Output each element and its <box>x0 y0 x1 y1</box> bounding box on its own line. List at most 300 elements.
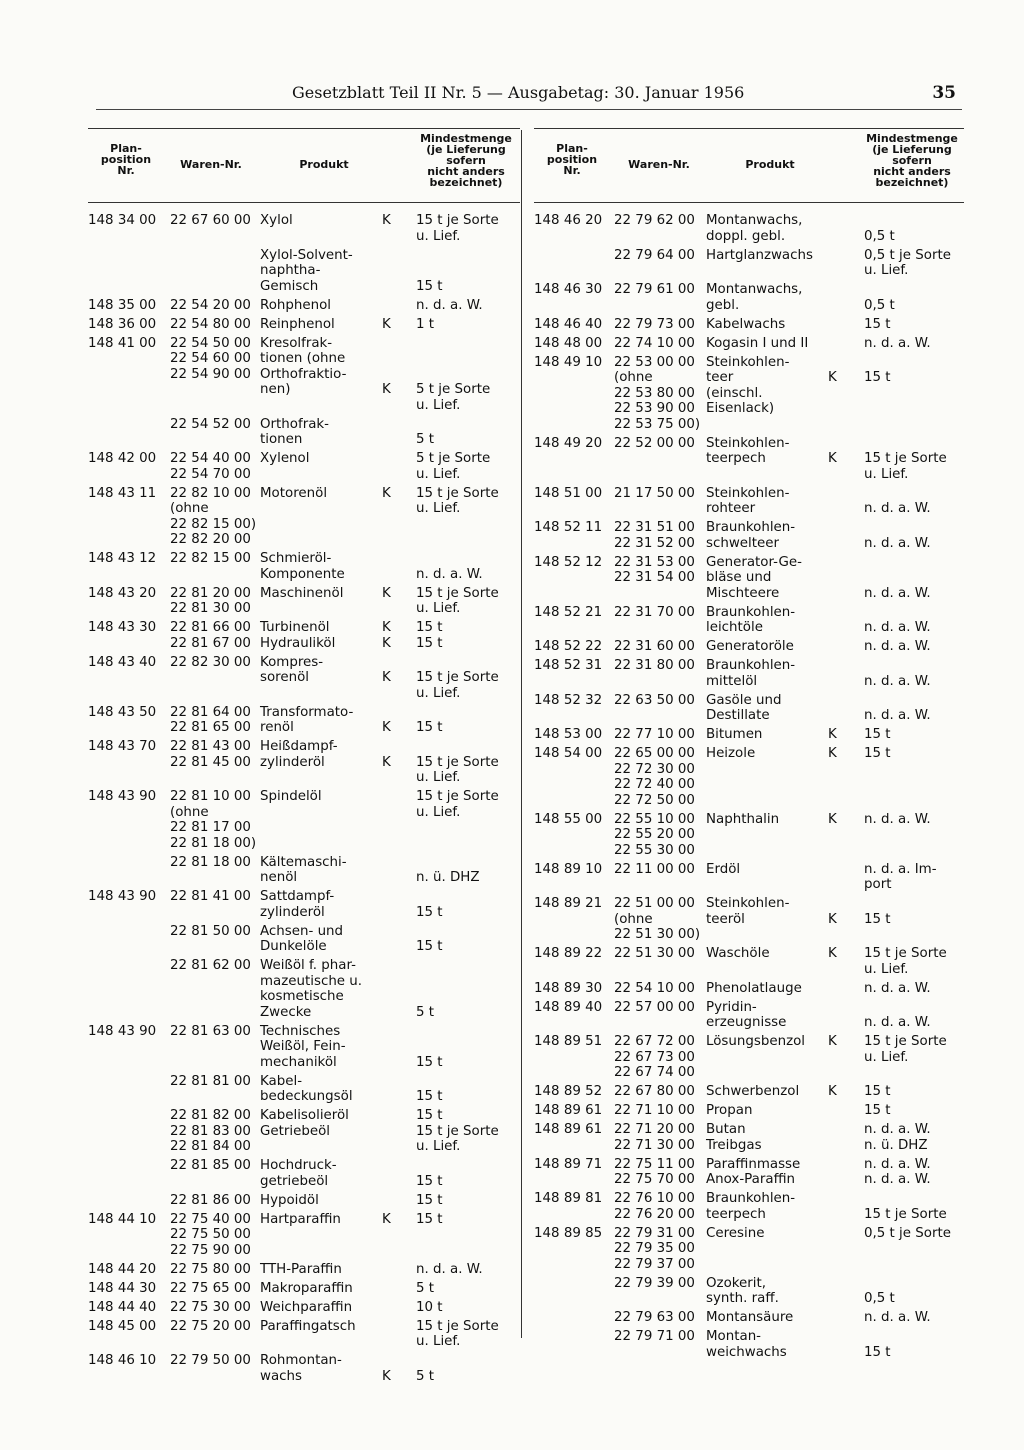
kontingent-mark-cell <box>382 855 416 886</box>
table-row <box>534 520 964 551</box>
mindestmenge-cell: 15 t <box>416 939 443 954</box>
mindestmenge-cell: 15 t je Sorte u. Lief. <box>864 451 947 482</box>
mindestmenge-cell: n. d. a. W. <box>864 335 931 351</box>
plan-position-cell: 148 89 71 <box>534 1156 603 1172</box>
table-row <box>534 693 964 724</box>
waren-nr-cell: 22 82 30 00 <box>170 654 251 670</box>
plan-position-cell: 148 54 00 <box>534 746 603 761</box>
plan-position-cell: 148 52 22 <box>534 639 603 654</box>
produkt-cell: Generator-Ge- bläse und Mischteere <box>706 554 802 601</box>
kontingent-mark-cell <box>828 1122 864 1153</box>
table-row <box>88 620 520 651</box>
kontingent-mark-cell: K <box>382 754 391 770</box>
produkt-cell: Weichparaffin <box>260 1299 353 1315</box>
kontingent-mark-cell <box>828 1157 864 1188</box>
kontingent-mark-cell <box>382 1108 416 1155</box>
produkt-cell: Achsen- und Dunkelöle <box>260 923 344 954</box>
produkt-cell: Naphthalin <box>706 811 780 827</box>
plan-position-cell: 148 46 20 <box>534 213 603 228</box>
waren-nr-cell: 22 53 00 00 (ohne 22 53 80 00 22 53 90 00 22 53 75 00) <box>614 354 701 432</box>
plan-position-cell <box>88 958 170 1020</box>
plan-position-cell <box>88 1074 170 1105</box>
kontingent-mark-cell <box>828 658 864 689</box>
mindestmenge-cell: n. ü. DHZ <box>416 870 480 885</box>
header-waren-nr: Waren-Nr. <box>628 158 690 171</box>
table-row <box>534 896 964 943</box>
mindestmenge-cell: 0,5 t <box>864 228 895 244</box>
table-row <box>88 1300 520 1316</box>
produkt-cell: Rohphenol <box>260 297 332 313</box>
kontingent-mark-cell: K <box>828 746 837 761</box>
waren-nr-cell: 22 81 20 00 22 81 30 00 <box>170 585 251 616</box>
produkt-cell: Montanwachs, doppl. gebl. <box>706 213 803 244</box>
mindestmenge-cell: n. d. a. W. <box>416 1261 483 1277</box>
kontingent-mark-cell <box>382 1193 416 1209</box>
plan-position-cell: 148 89 22 <box>534 946 603 961</box>
table-row <box>534 946 964 977</box>
waren-nr-cell: 22 81 50 00 <box>170 923 251 939</box>
waren-nr-cell: 22 31 70 00 <box>614 604 695 620</box>
produkt-cell: Spindelöl <box>260 789 322 804</box>
waren-nr-cell: 22 67 80 00 <box>614 1084 695 1099</box>
mindestmenge-cell: 0,5 t je Sorte u. Lief. <box>864 247 951 278</box>
table-row <box>88 1212 520 1259</box>
waren-nr-cell: 22 79 39 00 <box>614 1275 695 1291</box>
mindestmenge-cell: n. d. a. W. <box>416 566 483 582</box>
mindestmenge-cell: 5 t <box>416 1280 435 1296</box>
waren-nr-cell: 22 54 40 00 22 54 70 00 <box>170 451 251 482</box>
header-mindestmenge: Mindestmenge (je Lieferung sofern nicht anders bezeichnet) <box>420 132 512 189</box>
waren-nr-cell: 22 82 15 00 <box>170 551 251 566</box>
plan-position-cell: 148 52 21 <box>534 604 603 620</box>
produkt-cell: Montansäure <box>706 1310 794 1325</box>
mindestmenge-cell: n. d. a. Im- port <box>864 861 937 892</box>
plan-position-cell: 148 89 40 <box>534 999 603 1015</box>
table-row <box>88 789 520 851</box>
mindestmenge-cell: 5 t <box>416 1004 435 1020</box>
waren-nr-cell: 22 11 00 00 <box>614 861 695 877</box>
plan-position-cell: 148 44 20 <box>88 1261 157 1277</box>
table-row <box>88 551 520 582</box>
mindestmenge-cell: n. d. a. W. <box>864 673 931 689</box>
kontingent-mark-cell <box>382 958 416 1020</box>
waren-nr-cell: 22 51 30 00 <box>614 946 695 961</box>
waren-nr-cell: 22 81 82 00 22 81 83 00 22 81 84 00 <box>170 1108 251 1154</box>
produkt-cell: Steinkohlen- teerpech <box>706 435 790 466</box>
kontingent-mark-cell: K <box>828 451 837 466</box>
mindestmenge-cell: n. d. a. W. <box>864 1310 931 1325</box>
waren-nr-cell: 22 54 80 00 <box>170 316 251 332</box>
kontingent-mark-cell <box>828 1103 864 1119</box>
plan-position-cell: 148 51 00 <box>534 485 603 501</box>
waren-nr-cell: 22 31 51 00 22 31 52 00 <box>614 520 695 551</box>
produkt-cell: Motorenöl <box>260 485 328 501</box>
waren-nr-cell: 22 67 60 00 <box>170 213 251 228</box>
table-row <box>88 1074 520 1105</box>
mindestmenge-cell: 15 t <box>864 1344 891 1360</box>
produkt-cell: TTH-Paraffin <box>260 1261 342 1277</box>
plan-position-cell: 148 48 00 <box>534 335 603 351</box>
table-row <box>88 486 520 548</box>
produkt-cell: Phenolatlauge <box>706 980 802 996</box>
plan-position-cell: 148 41 00 <box>88 335 157 351</box>
mindestmenge-cell: 15 t <box>864 727 891 742</box>
kontingent-mark-cell <box>382 1319 416 1350</box>
produkt-cell: Lösungsbenzol <box>706 1034 806 1049</box>
mindestmenge-cell: 15 t <box>864 370 891 385</box>
table-row <box>534 1310 964 1326</box>
waren-nr-cell: 22 79 73 00 <box>614 316 695 332</box>
mindestmenge-cell: 5 t <box>416 432 435 447</box>
table-row <box>88 298 520 314</box>
table-row <box>534 1157 964 1188</box>
plan-position-cell: 148 34 00 <box>88 213 157 228</box>
produkt-cell: Kresolfrak- tionen (ohne Orthofraktio- nen) <box>260 335 347 397</box>
mindestmenge-cell: 15 t je Sorte u. Lief. <box>416 213 499 244</box>
produkt-cell: Montan- weichwachs <box>706 1329 787 1360</box>
kontingent-mark-cell <box>382 924 416 955</box>
waren-nr-cell: 22 75 11 00 22 75 70 00 <box>614 1156 695 1187</box>
waren-nr-cell: 22 65 00 00 22 72 30 00 22 72 40 00 22 72 50 00 <box>614 746 695 808</box>
waren-nr-cell: 22 76 10 00 22 76 20 00 <box>614 1191 695 1222</box>
kontingent-mark-cell <box>382 417 416 448</box>
waren-nr-cell: 22 51 00 00 (ohne 22 51 30 00) <box>614 896 701 942</box>
mindestmenge-cell: n. d. a. W. n. ü. DHZ <box>864 1122 931 1153</box>
kontingent-mark-cell: K <box>828 370 837 385</box>
right-column <box>534 128 964 1364</box>
plan-position-cell: 148 36 00 <box>88 316 157 332</box>
waren-nr-cell: 22 63 50 00 <box>614 692 695 708</box>
produkt-cell: Erdöl <box>706 861 741 877</box>
table-row <box>88 1024 520 1071</box>
waren-nr-cell: 22 31 60 00 <box>614 639 695 654</box>
produkt-cell: Reinphenol <box>260 316 335 332</box>
kontingent-mark-cell <box>382 889 416 920</box>
mindestmenge-cell: 5 t je Sorte u. Lief. <box>416 382 491 413</box>
kontingent-mark-cell: K <box>382 1211 391 1227</box>
produkt-cell: Xylol <box>260 213 293 228</box>
waren-nr-cell: 22 81 10 00 (ohne 22 81 17 00 22 81 18 00) <box>170 789 257 851</box>
table-header <box>534 128 964 203</box>
waren-nr-cell: 22 81 62 00 <box>170 958 251 973</box>
plan-position-cell: 148 89 81 <box>534 1191 603 1206</box>
plan-position-cell: 148 89 21 <box>534 896 603 911</box>
plan-position-cell: 148 89 30 <box>534 980 603 996</box>
produkt-cell: Schmieröl- Komponente <box>260 551 345 582</box>
mindestmenge-cell: 0,5 t <box>864 1291 895 1306</box>
plan-position-cell: 148 43 90 <box>88 889 157 904</box>
table-row <box>534 1276 964 1307</box>
kontingent-mark-cell <box>382 1024 416 1071</box>
produkt-cell: Rohmontan- wachs <box>260 1353 342 1384</box>
waren-nr-cell: 22 79 31 00 22 79 35 00 22 79 37 00 <box>614 1225 695 1272</box>
waren-nr-cell: 22 81 85 00 <box>170 1158 251 1173</box>
produkt-cell: Gasöle und Destillate <box>706 692 782 723</box>
table-row <box>88 248 520 295</box>
waren-nr-cell: 22 71 10 00 <box>614 1103 695 1118</box>
kontingent-mark-cell <box>828 213 864 244</box>
table-row <box>534 355 964 433</box>
mindestmenge-cell: n. d. a. W. <box>864 980 931 996</box>
table-row <box>534 1329 964 1360</box>
plan-position-cell: 148 43 20 <box>88 585 157 601</box>
produkt-cell: Makroparaffin <box>260 1280 353 1296</box>
header-waren-nr: Waren-Nr. <box>180 158 242 171</box>
right-table-body <box>534 213 964 1360</box>
plan-position-cell: 148 46 10 <box>88 1353 157 1368</box>
table-row <box>534 1191 964 1222</box>
kontingent-mark-cell <box>828 336 864 352</box>
plan-position-cell: 148 89 51 <box>534 1034 603 1049</box>
left-table-body <box>88 213 520 1384</box>
produkt-cell: Kabelwachs <box>706 316 786 332</box>
produkt-cell: Schwerbenzol <box>706 1084 800 1099</box>
waren-nr-cell: 22 67 72 00 22 67 73 00 22 67 74 00 <box>614 1034 695 1080</box>
table-row <box>534 1000 964 1031</box>
kontingent-mark-cell <box>382 789 416 851</box>
plan-position-cell <box>534 248 614 279</box>
mindestmenge-cell: n. d. a. W. <box>864 585 931 601</box>
kontingent-mark-cell: K <box>382 316 391 332</box>
table-row <box>534 1084 964 1100</box>
table-row <box>88 655 520 702</box>
kontingent-mark-cell <box>382 1158 416 1189</box>
plan-position-cell: 148 89 61 <box>534 1122 603 1137</box>
kontingent-mark-cell <box>828 693 864 724</box>
kontingent-mark-cell <box>828 1276 864 1307</box>
waren-nr-cell: 22 75 40 00 22 75 50 00 22 75 90 00 <box>170 1211 251 1258</box>
mindestmenge-cell: 0,5 t je Sorte <box>864 1225 951 1241</box>
mindestmenge-cell: 15 t je Sorte u. Lief. <box>416 670 499 701</box>
mindestmenge-cell: 15 t je Sorte u. Lief. <box>864 1034 947 1065</box>
plan-position-cell: 148 35 00 <box>88 297 157 313</box>
kontingent-mark-cell <box>828 605 864 636</box>
kontingent-mark-cell <box>382 551 416 582</box>
mindestmenge-cell: 5 t je Sorte u. Lief. <box>416 451 491 482</box>
waren-nr-cell: 22 31 80 00 <box>614 658 695 673</box>
plan-position-cell: 148 89 61 <box>534 1103 603 1118</box>
plan-position-cell: 148 43 90 <box>88 1023 157 1039</box>
table-row <box>88 317 520 333</box>
table-row <box>534 248 964 279</box>
mindestmenge-cell: 15 t <box>864 746 891 761</box>
produkt-cell: Orthofrak- tionen <box>260 416 329 447</box>
produkt-cell: Steinkohlen- teeröl <box>706 896 790 927</box>
plan-position-cell <box>88 248 170 295</box>
table-row <box>534 555 964 602</box>
produkt-cell: Braunkohlen- mittelöl <box>706 658 796 689</box>
table-row <box>534 282 964 313</box>
waren-nr-cell: 22 75 30 00 <box>170 1299 251 1315</box>
table-row <box>88 958 520 1020</box>
kontingent-mark-cell: K <box>382 213 391 228</box>
kontingent-mark-cell <box>382 1074 416 1105</box>
waren-nr-cell: 22 52 00 00 <box>614 435 695 451</box>
table-row <box>534 605 964 636</box>
plan-position-cell <box>88 924 170 955</box>
produkt-cell: Sattdampf- zylinderöl <box>260 889 335 920</box>
waren-nr-cell: 22 79 64 00 <box>614 247 695 263</box>
table-row <box>88 417 520 448</box>
kontingent-mark-cell: K <box>382 1368 391 1384</box>
mindestmenge-cell: n. d. a. W. <box>864 811 931 827</box>
table-row <box>88 889 520 920</box>
table-row <box>88 739 520 786</box>
waren-nr-cell: 22 81 43 00 22 81 45 00 <box>170 739 251 770</box>
mindestmenge-cell: 15 t <box>416 1211 443 1227</box>
produkt-cell: Braunkohlen- schwelteer <box>706 520 796 551</box>
mindestmenge-cell: 5 t <box>416 1368 435 1384</box>
plan-position-cell: 148 52 12 <box>534 554 603 570</box>
kontingent-mark-cell <box>828 1310 864 1326</box>
kontingent-mark-cell <box>382 248 416 295</box>
table-row <box>534 486 964 517</box>
table-row <box>534 1226 964 1273</box>
mindestmenge-cell: 15 t <box>416 1173 443 1189</box>
table-row <box>534 336 964 352</box>
mindestmenge-cell: 15 t <box>416 278 443 294</box>
plan-position-cell: 148 43 50 <box>88 704 157 720</box>
produkt-cell: Ozokerit, synth. raff. <box>706 1275 779 1306</box>
table-row <box>534 746 964 808</box>
produkt-cell: Xylol-Solvent- naphtha- Gemisch <box>260 247 353 294</box>
waren-nr-cell: 22 75 65 00 <box>170 1280 251 1296</box>
header-produkt: Produkt <box>299 158 349 171</box>
kontingent-mark-cell: K <box>828 727 837 742</box>
waren-nr-cell: 22 81 64 00 22 81 65 00 <box>170 704 251 735</box>
mindestmenge-cell: 15 t je Sorte <box>864 1206 947 1222</box>
produkt-cell: Kabelisolieröl Getriebeöl <box>260 1108 349 1139</box>
plan-position-cell: 148 89 52 <box>534 1084 603 1099</box>
waren-nr-cell: 22 57 00 00 <box>614 999 695 1015</box>
produkt-cell: Ceresine <box>706 1225 765 1241</box>
kontingent-mark-cell: K <box>828 1034 837 1049</box>
table-row <box>88 451 520 482</box>
running-head <box>96 83 962 110</box>
table-row <box>88 924 520 955</box>
mindestmenge-cell: n. d. a. W. <box>864 1015 931 1030</box>
plan-position-cell <box>88 855 170 886</box>
plan-position-cell: 148 42 00 <box>88 451 157 466</box>
produkt-cell: Bitumen <box>706 727 763 742</box>
produkt-cell: Paraffingatsch <box>260 1318 356 1334</box>
plan-position-cell <box>534 1310 614 1326</box>
produkt-cell: Hochdruck- getriebeöl <box>260 1158 337 1189</box>
produkt-cell: Hartparaffin <box>260 1211 341 1227</box>
mindestmenge-cell: 15 t <box>864 911 891 927</box>
waren-nr-cell <box>170 248 260 295</box>
waren-nr-cell: 22 79 61 00 <box>614 282 695 297</box>
header-produkt: Produkt <box>745 158 795 171</box>
table-row <box>534 639 964 655</box>
waren-nr-cell: 22 79 71 00 <box>614 1329 695 1344</box>
waren-nr-cell: 22 81 66 00 22 81 67 00 <box>170 620 251 651</box>
table-row <box>88 1193 520 1209</box>
kontingent-mark-cell <box>828 1226 864 1273</box>
produkt-cell: Maschinenöl <box>260 585 344 601</box>
produkt-cell: Generatoröle <box>706 639 794 654</box>
plan-position-cell: 148 49 20 <box>534 435 603 451</box>
mindestmenge-cell: 15 t je Sorte u. Lief. <box>864 946 947 977</box>
mindestmenge-cell: 15 t 15 t <box>416 620 443 651</box>
plan-position-cell: 148 43 30 <box>88 620 157 635</box>
waren-nr-cell: 22 81 18 00 <box>170 854 251 870</box>
plan-position-cell <box>88 1193 170 1209</box>
table-row <box>534 862 964 893</box>
waren-nr-cell: 22 82 10 00 (ohne 22 82 15 00) 22 82 20 00 <box>170 485 257 547</box>
table-row <box>534 658 964 689</box>
produkt-cell: Heißdampf- zylinderöl <box>260 739 338 770</box>
produkt-cell: Braunkohlen- leichtöle <box>706 604 796 635</box>
kontingent-mark-cell <box>828 1000 864 1031</box>
plan-position-cell: 148 44 30 <box>88 1280 157 1296</box>
plan-position-cell: 148 45 00 <box>88 1318 157 1334</box>
waren-nr-cell: 22 81 81 00 <box>170 1073 251 1089</box>
kontingent-mark-cell <box>828 520 864 551</box>
kontingent-mark-cell <box>828 1329 864 1360</box>
produkt-cell: Kogasin I und II <box>706 335 809 351</box>
table-row <box>534 1103 964 1119</box>
mindestmenge-cell: n. d. a. W. <box>864 535 931 551</box>
table-row <box>88 1108 520 1155</box>
produkt-cell: Hypoidöl <box>260 1192 319 1208</box>
waren-nr-cell: 22 77 10 00 <box>614 727 695 742</box>
table-row <box>88 855 520 886</box>
plan-position-cell: 148 53 00 <box>534 727 603 742</box>
waren-nr-cell: 22 71 20 00 22 71 30 00 <box>614 1122 695 1153</box>
table-row <box>88 1158 520 1189</box>
table-row <box>534 1034 964 1081</box>
kontingent-mark-cell: K <box>828 946 837 961</box>
plan-position-cell: 148 49 10 <box>534 354 603 370</box>
kontingent-mark-cell <box>382 1262 416 1278</box>
plan-position-cell <box>88 1158 170 1189</box>
plan-position-cell: 148 55 00 <box>534 811 603 827</box>
kontingent-mark-cell <box>382 1281 416 1297</box>
mindestmenge-cell: 10 t <box>416 1299 443 1315</box>
table-row <box>88 586 520 617</box>
produkt-cell: Kompres- sorenöl <box>260 654 324 685</box>
mindestmenge-cell: 1 t <box>416 316 435 332</box>
produkt-cell: Steinkohlen- teer (einschl. Eisenlack) <box>706 354 790 416</box>
produkt-cell: Pyridin- erzeugnisse <box>706 999 787 1030</box>
produkt-cell: Kältemaschi- nenöl <box>260 854 347 885</box>
header-plan-position: Plan- position Nr. <box>100 142 152 177</box>
produkt-cell: Transformato- renöl <box>260 704 354 735</box>
kontingent-mark-cell: K <box>382 382 391 397</box>
produkt-cell: Turbinenöl Hydrauliköl <box>260 620 336 651</box>
waren-nr-cell: 22 31 53 00 22 31 54 00 <box>614 554 695 585</box>
kontingent-mark-cell: K <box>382 720 391 735</box>
produkt-cell: Braunkohlen- teerpech <box>706 1191 796 1222</box>
kontingent-mark-cell: K <box>382 485 391 501</box>
kontingent-mark-cell <box>382 1300 416 1316</box>
header-mindestmenge: Mindestmenge (je Lieferung sofern nicht anders bezeichnet) <box>866 132 958 189</box>
kontingent-mark-cell <box>828 862 864 893</box>
waren-nr-cell: 22 81 86 00 <box>170 1192 251 1208</box>
waren-nr-cell: 22 54 52 00 <box>170 416 251 432</box>
table-row <box>534 1122 964 1153</box>
table-row <box>88 1353 520 1384</box>
table-row <box>534 812 964 859</box>
kontingent-mark-cell: K <box>382 670 391 685</box>
produkt-cell: Butan Treibgas <box>706 1122 762 1153</box>
produkt-cell: Paraffinmasse Anox-Paraffin <box>706 1156 801 1187</box>
mindestmenge-cell: n. d. a. W. <box>864 501 931 516</box>
plan-position-cell <box>534 1329 614 1360</box>
page-header-title: Gesetzblatt Teil II Nr. 5 — Ausgabetag: 30. Januar 1956 <box>292 83 745 102</box>
waren-nr-cell: 22 74 10 00 <box>614 335 695 351</box>
